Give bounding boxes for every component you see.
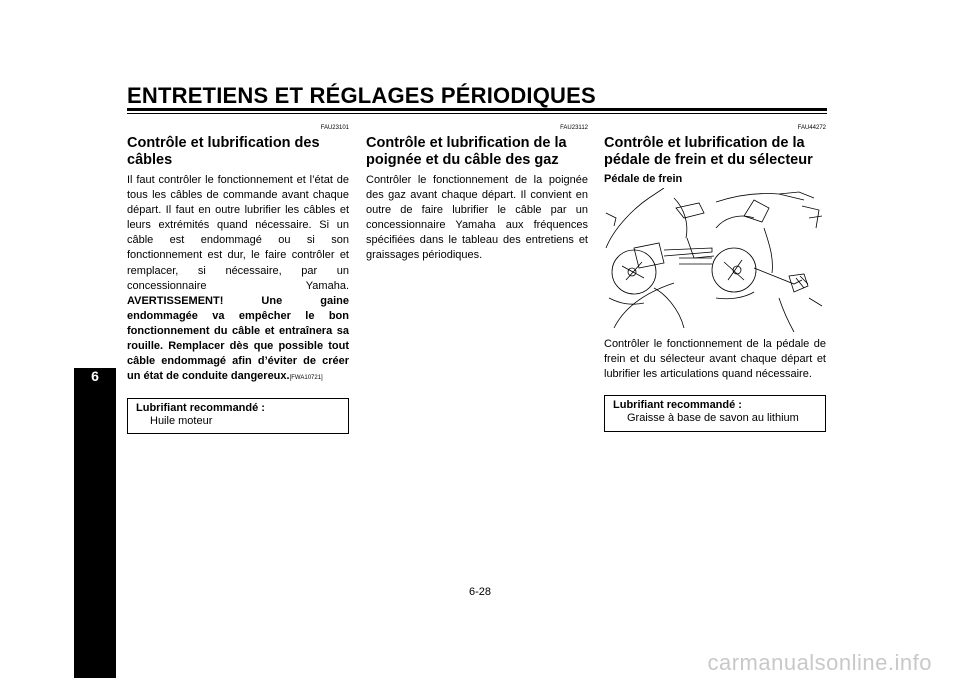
header-rule-thick — [127, 108, 827, 111]
section-body: Contrôler le fonctionnement de la pédale de frein et du sélecteur avant chaque départ et lubrifier les articulations quand nécessaire. — [604, 338, 826, 381]
lubricant-box-title: Lubrifiant recommandé : — [613, 399, 742, 412]
page-number: 6-28 — [468, 586, 492, 598]
section-body: Contrôler le fonctionnement de la poignée des gaz avant chaque départ. Il convient en outre de faire lubrifier le câble par un concessionnaire Yamaha aux fréquences spécifiées dans le tableau des entretiens et graissages périodiques. — [366, 174, 588, 262]
section-heading: Contrôle et lubrification de la pédale de frein et du sélecteur — [604, 135, 813, 168]
header-rule-thin — [127, 113, 827, 114]
section-heading: Contrôle et lubrification des câbles — [127, 135, 320, 168]
lubricant-box-title: Lubrifiant recommandé : — [136, 402, 265, 415]
column-cables — [127, 124, 349, 434]
warning-code: [FWA10721] — [289, 375, 323, 382]
lubricant-box — [604, 395, 826, 432]
page-header-title: ENTRETIENS ET RÉGLAGES PÉRIODIQUES — [127, 83, 596, 108]
watermark: carmanualsonline.info — [707, 650, 932, 675]
section-code: FAU23112 — [560, 125, 588, 131]
lubricant-box-value: Huile moteur — [150, 415, 213, 428]
chapter-tab — [74, 368, 116, 678]
lubricant-box — [127, 398, 349, 434]
warning-text: AVERTISSEMENT! Une gaine endommagée va empêcher le bon fonctionnement du câble et entraînera sa rouille. Remplacer dès que possible tout câble endommagé afin d’éviter de créer un état de conduite dangereux. — [127, 294, 349, 383]
body-text: Il faut contrôler le fonctionnement et l’état de tous les câbles de commande avant chaque départ. Il faut en outre lubrifier les câbles et leurs extrémités quand nécessaire. Si un câble est endommagé ou si son fonctionnement est dur, le faire contrôler et remplacer, si nécessaire, par un concessionnaire Yamaha. — [127, 174, 349, 292]
section-subheading: Pédale de frein — [604, 173, 683, 185]
section-code: FAU23101 — [320, 125, 349, 131]
column-throttle — [366, 124, 588, 264]
section-heading: Contrôle et lubrification de la poignée et du câble des gaz — [366, 135, 567, 168]
brake-pedal-illustration — [604, 188, 826, 332]
section-body — [127, 173, 349, 386]
lubricant-box-value: Graisse à base de savon au lithium — [627, 412, 799, 425]
chapter-tab-number: 6 — [91, 368, 99, 384]
section-code: FAU44272 — [797, 125, 826, 131]
